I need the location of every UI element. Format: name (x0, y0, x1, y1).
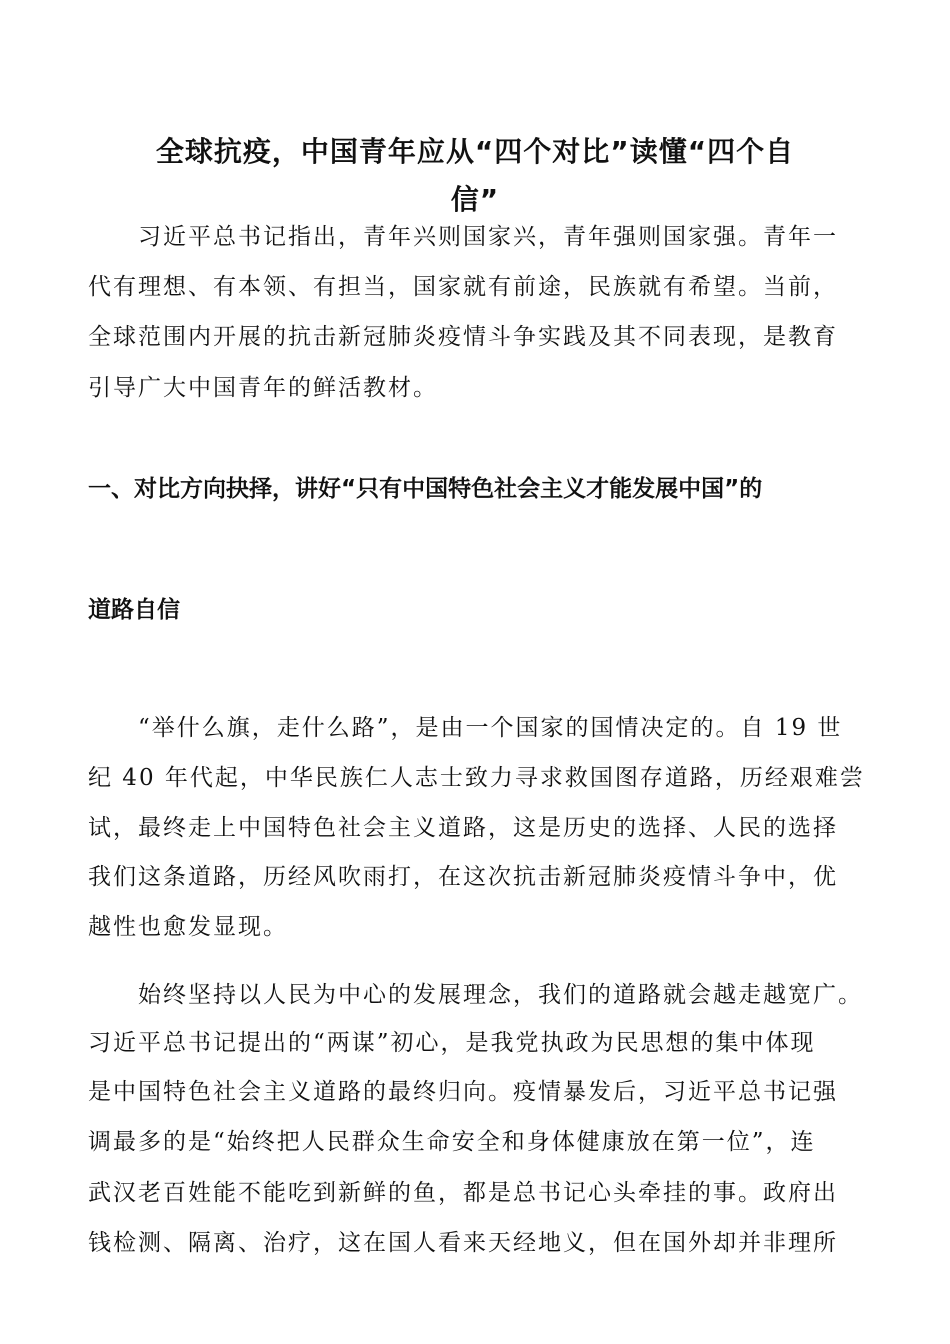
paragraph-2-line-5: 越性也愈发显现。 (88, 914, 288, 940)
document-title-line-1: 全球抗疫，中国青年应从“四个对比”读懂“四个自 (155, 135, 795, 168)
section-1-heading-line-1: 一、对比方向抉择，讲好“只有中国特色社会主义才能发展中国”的 (88, 476, 763, 502)
paragraph-2-line-4: 我们这条道路，历经风吹雨打，在这次抗击新冠肺炎疫情斗争中，优 (88, 864, 838, 890)
paragraph-3-line-4: 调最多的是“始终把人民群众生命安全和身体健康放在第一位”，连 (88, 1129, 816, 1155)
document-title-line-2: 信” (450, 183, 500, 216)
section-1-heading-line-2: 道路自信 (88, 597, 180, 623)
paragraph-2-line-1: “举什么旗，走什么路”，是由一个国家的国情决定的。自 19 世 (138, 715, 843, 741)
paragraph-2-line-3: 试，最终走上中国特色社会主义道路，这是历史的选择、人民的选择 (88, 815, 838, 841)
intro-line-1: 习近平总书记指出，青年兴则国家兴，青年强则国家强。青年一 (138, 224, 838, 250)
paragraph-2-line-2: 纪 40 年代起，中华民族仁人志士致力寻求救国图存道路，历经艰难尝 (88, 765, 865, 791)
paragraph-3-line-3: 是中国特色社会主义道路的最终归向。疫情暴发后，习近平总书记强 (88, 1079, 838, 1105)
paragraph-3-line-2: 习近平总书记提出的“两谋”初心，是我党执政为民思想的集中体现 (88, 1030, 816, 1056)
intro-line-3: 全球范围内开展的抗击新冠肺炎疫情斗争实践及其不同表现，是教育 (88, 324, 838, 350)
intro-line-4: 引导广大中国青年的鲜活教材。 (88, 375, 438, 401)
paragraph-3-line-5: 武汉老百姓能不能吃到新鲜的鱼，都是总书记心头牵挂的事。政府出 (88, 1180, 838, 1206)
paragraph-3-line-1: 始终坚持以人民为中心的发展理念，我们的道路就会越走越宽广。 (138, 982, 863, 1008)
paragraph-3-line-6: 钱检测、隔离、治疗，这在国人看来天经地义，但在国外却并非理所 (88, 1230, 838, 1256)
intro-line-2: 代有理想、有本领、有担当，国家就有前途，民族就有希望。当前， (88, 274, 838, 300)
